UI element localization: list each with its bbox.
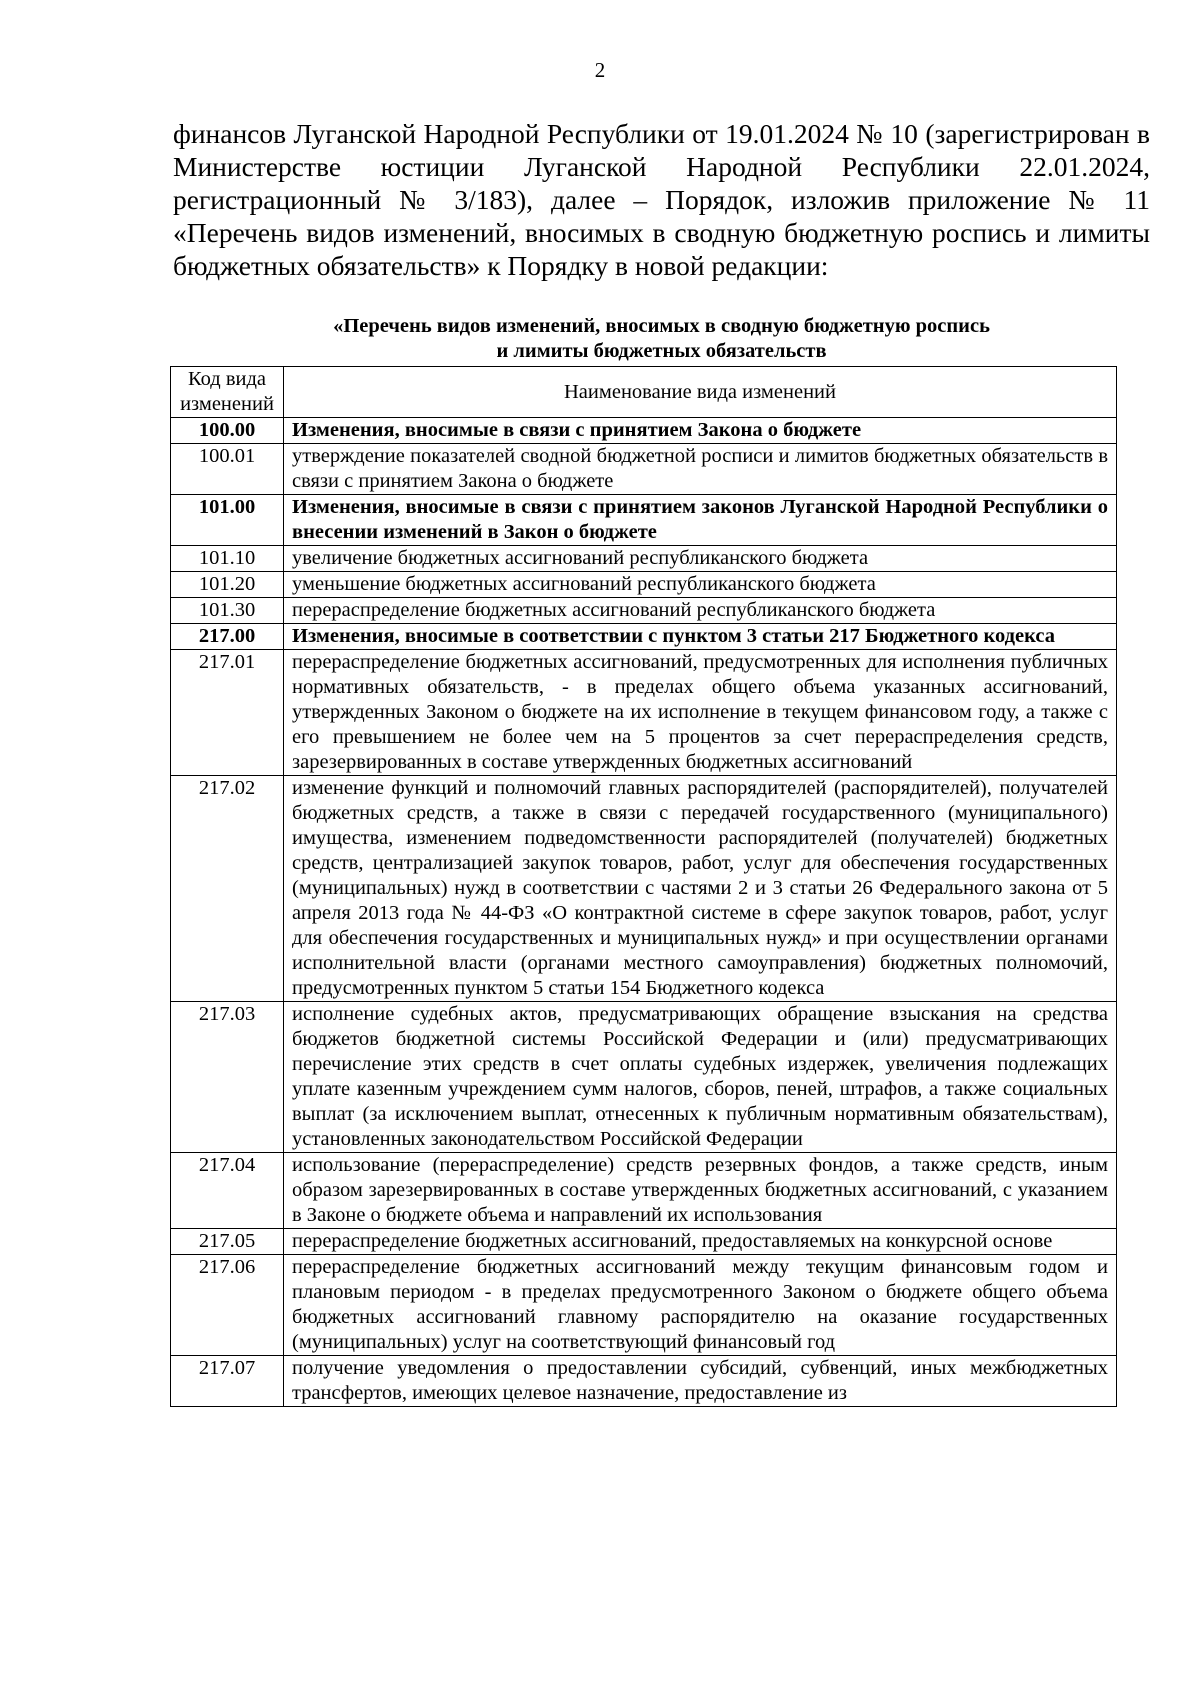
row-name: увеличение бюджетных ассигнований республиканского бюджета xyxy=(284,546,1117,572)
row-name: перераспределение бюджетных ассигнований республиканского бюджета xyxy=(284,598,1117,624)
row-name: уменьшение бюджетных ассигнований республиканского бюджета xyxy=(284,572,1117,598)
row-code: 100.00 xyxy=(171,418,284,444)
row-code: 101.00 xyxy=(171,495,284,546)
table-row xyxy=(171,598,1117,624)
row-code: 101.30 xyxy=(171,598,284,624)
table-row xyxy=(171,1356,1117,1407)
table-row xyxy=(171,572,1117,598)
row-name: исполнение судебных актов, предусматривающих обращение взыскания на средства бюджетов бюджетной системы Российской Федерации и (или) предусматривающих перечисление этих средств в счет оплаты судебных издержек, увеличения подлежащих уплате казенным учреждением сумм налогов, сборов, пеней, штрафов, а также социальных выплат (за исключением выплат, отнесенных к публичным нормативным обязательствам), установленных законодательством Российской Федерации xyxy=(284,1002,1117,1153)
row-code: 217.05 xyxy=(171,1229,284,1255)
row-name: использование (перераспределение) средств резервных фондов, а также средств, иным образом зарезервированных в составе утвержденных бюджетных ассигнований, с указанием в Законе о бюджете объема и направлений их использования xyxy=(284,1153,1117,1229)
row-name: Изменения, вносимые в связи с принятием законов Луганской Народной Республики о внесении изменений в Закон о бюджете xyxy=(284,495,1117,546)
row-name: перераспределение бюджетных ассигнований между текущим финансовым годом и плановым периодом - в пределах предусмотренного Законом о бюджете общего объема бюджетных ассигнований главному распорядителю на оказание государственных (муниципальных) услуг на соответствующий финансовый год xyxy=(284,1255,1117,1356)
table-title-line-1: «Перечень видов изменений, вносимых в сводную бюджетную роспись xyxy=(333,315,990,337)
table-row xyxy=(171,444,1117,495)
row-code: 217.00 xyxy=(171,624,284,650)
table-row xyxy=(171,1153,1117,1229)
table-row xyxy=(171,546,1117,572)
row-code: 217.07 xyxy=(171,1356,284,1407)
table-header-row xyxy=(171,367,1117,418)
header-name: Наименование вида изменений xyxy=(284,367,1117,418)
table-row xyxy=(171,776,1117,1002)
table-row xyxy=(171,495,1117,546)
row-code: 101.10 xyxy=(171,546,284,572)
row-name: Изменения, вносимые в соответствии с пунктом 3 статьи 217 Бюджетного кодекса xyxy=(284,624,1117,650)
table-row xyxy=(171,1229,1117,1255)
table-row xyxy=(171,418,1117,444)
row-code: 217.04 xyxy=(171,1153,284,1229)
row-code: 101.20 xyxy=(171,572,284,598)
row-name: изменение функций и полномочий главных распорядителей (распорядителей), получателей бюджетных средств, а также в связи с передачей государственного (муниципального) имущества, изменением подведомственности распорядителей (получателей) бюджетных средств, централизацией закупок товаров, работ, услуг для обеспечения государственных (муниципальных) нужд в соответствии с частями 2 и 3 статьи 26 Федерального закона от 5 апреля 2013 года № 44-ФЗ «О контрактной системе в сфере закупок товаров, работ, услуг для обеспечения государственных и муниципальных нужд» и при осуществлении органами исполнительной власти (органами местного самоуправления) бюджетных полномочий, предусмотренных пунктом 5 статьи 154 Бюджетного кодекса xyxy=(284,776,1117,1002)
table-title-line-2: и лимиты бюджетных обязательств xyxy=(496,340,827,362)
row-code: 100.01 xyxy=(171,444,284,495)
table-row xyxy=(171,650,1117,776)
page-number: 2 xyxy=(594,58,606,82)
changes-table xyxy=(170,366,1117,1407)
row-name: утверждение показателей сводной бюджетной росписи и лимитов бюджетных обязательств в связи с принятием Закона о бюджете xyxy=(284,444,1117,495)
table-row xyxy=(171,1255,1117,1356)
table-row xyxy=(171,1002,1117,1153)
row-code: 217.02 xyxy=(171,776,284,1002)
row-code: 217.06 xyxy=(171,1255,284,1356)
row-name: получение уведомления о предоставлении субсидий, субвенций, иных межбюджетных трансфертов, имеющих целевое назначение, предоставление из xyxy=(284,1356,1117,1407)
row-name: перераспределение бюджетных ассигнований, предусмотренных для исполнения публичных нормативных обязательств, - в пределах общего объема указанных ассигнований, утвержденных Законом о бюджете на их исполнение в текущем финансовом году, а также с его превышением не более чем на 5 процентов за счет перераспределения средств, зарезервированных в составе утвержденных бюджетных ассигнований xyxy=(284,650,1117,776)
header-code: Код вида изменений xyxy=(171,367,284,418)
row-code: 217.03 xyxy=(171,1002,284,1153)
intro-text: финансов Луганской Народной Республики от 19.01.2024 № 10 (зарегистрирован в Министерстве юстиции Луганской Народной Республики 22.01.2024, регистрационный № 3/183), далее – Порядок, изложив приложение № 11 «Перечень видов изменений, вносимых в сводную бюджетную роспись и лимиты бюджетных обязательств» к Порядку в новой редакции: xyxy=(173,118,1150,281)
table-title xyxy=(173,314,1150,364)
intro-paragraph xyxy=(173,117,1150,282)
row-name: Изменения, вносимые в связи с принятием Закона о бюджете xyxy=(284,418,1117,444)
row-name: перераспределение бюджетных ассигнований, предоставляемых на конкурсной основе xyxy=(284,1229,1117,1255)
row-code: 217.01 xyxy=(171,650,284,776)
table-row xyxy=(171,624,1117,650)
table-body xyxy=(171,418,1117,1407)
